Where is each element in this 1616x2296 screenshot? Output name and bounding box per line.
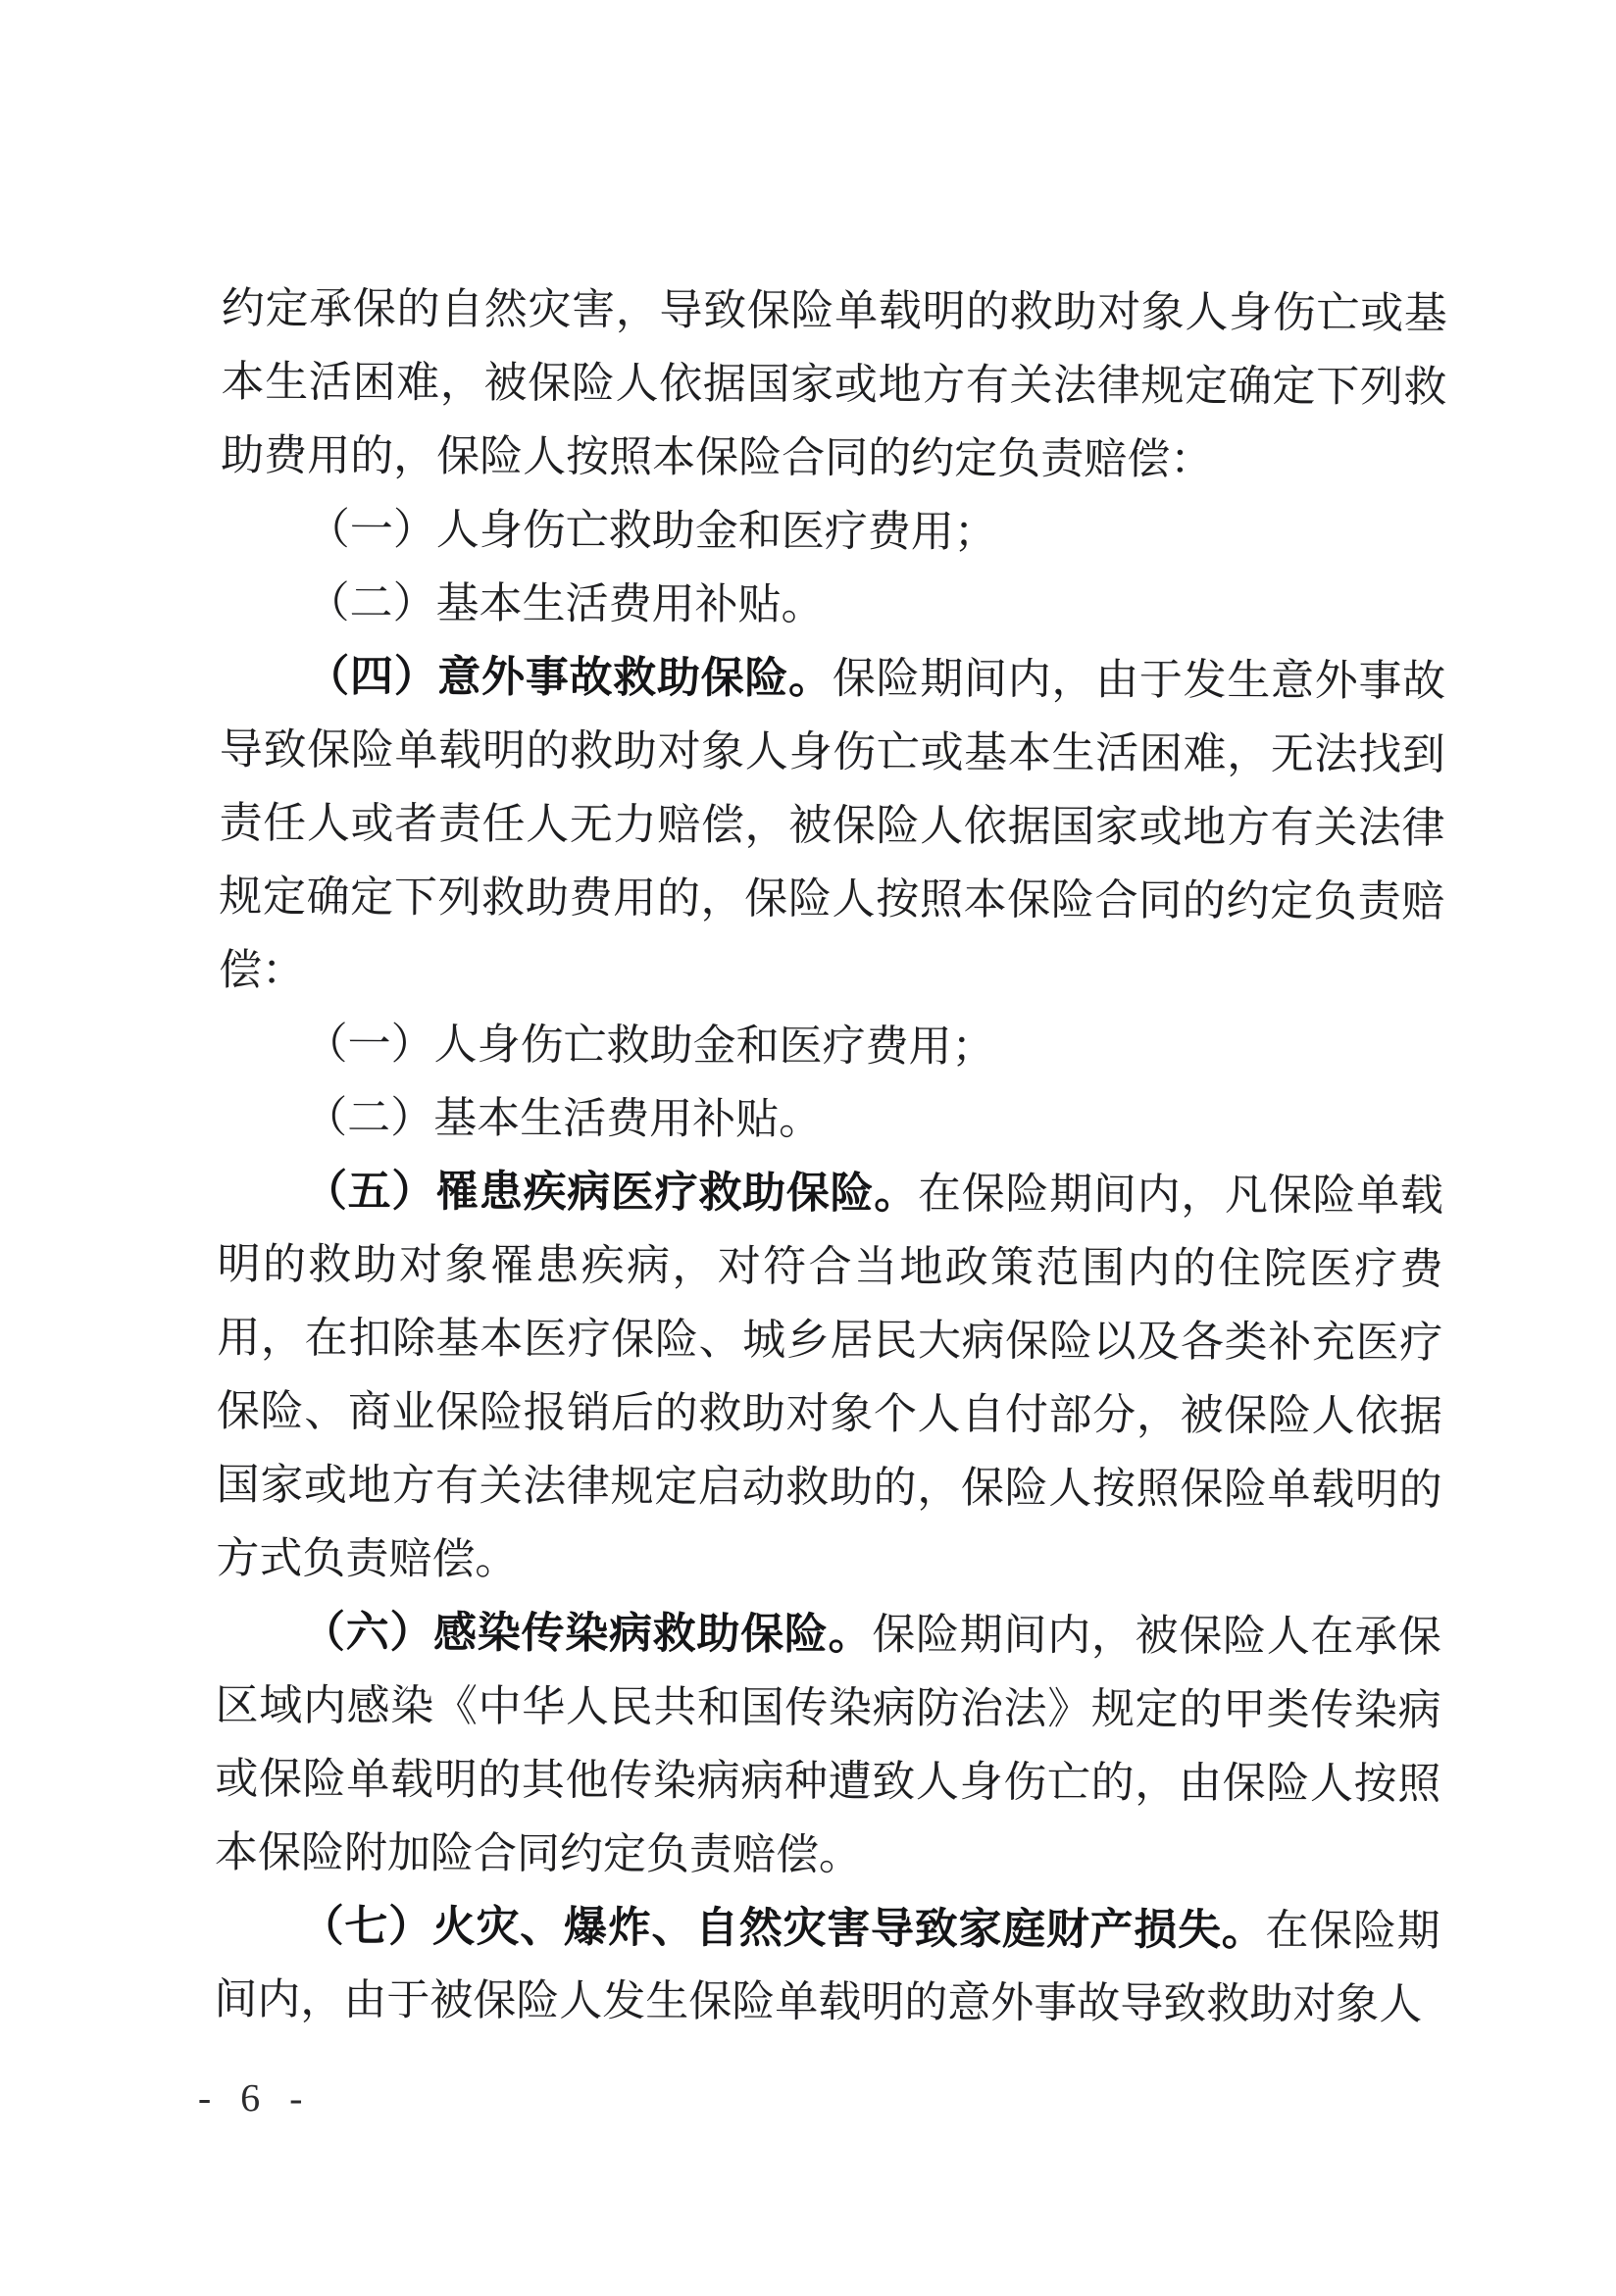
clause-paragraph-accident-rescue [219, 639, 1446, 1012]
list-item-living-subsidy [218, 1080, 1443, 1159]
list-item-text: （一）人身伤亡救助金和医疗费用； [304, 1020, 995, 1072]
clause-title: （五）罹患疾病医疗救助保险。 [303, 1167, 919, 1219]
list-item-injury-benefit [218, 1007, 1443, 1085]
clause-text: 保险期间内，由于发生意外事故导致保险单载明的救助对象人身伤亡或基本生活困难，无法找到责任人或者责任人无力赔偿，被保险人依据国家或地方有关法律规定确定下列救助费用的，保险人按照本保险合同的约定负责赔偿： [218, 654, 1446, 995]
list-item-text: （二）基本生活费用补贴。 [304, 1093, 823, 1144]
clause-title: （四）意外事故救助保险。 [306, 652, 833, 703]
clause-title: （七）火灾、爆炸、自然灾害导致家庭财产损失。 [300, 1902, 1266, 1955]
list-item-text: （二）基本生活费用补贴。 [306, 578, 825, 629]
list-item-living-subsidy [220, 566, 1445, 644]
clause-paragraph-infectious-disease-rescue [215, 1595, 1441, 1894]
clause-text: 保险期间内，被保险人在承保区域内感染《中华人民共和国传染病防治法》规定的甲类传染病或保险单载明的其他传染病病种遭致人身伤亡的，由保险人按照本保险附加险合同约定负责赔偿。 [214, 1610, 1442, 1879]
clause-text: 在保险期间内，凡保险单载明的救助对象罹患疾病，对符合当地政策范围内的住院医疗费用，在扣除基本医疗保险、城乡居民大病保险以及各类补充医疗保险、商业保险报销后的救助对象个人自付部分，被保险人依据国家或地方有关法律规定启动救助的，保险人按照保险单载明的方式负责赔偿。 [216, 1170, 1444, 1584]
clause-text: 在保险期间内，由于被保险人发生保险单载明的意外事故导致救助对象人 [214, 1906, 1440, 2029]
list-item-injury-benefit [221, 492, 1446, 571]
paragraph-continuation [221, 272, 1447, 497]
list-item-text: （一）人身伤亡救助金和医疗费用； [306, 505, 997, 557]
document-body [214, 272, 1447, 2041]
clause-title: （六）感染传染病救助保险。 [301, 1608, 873, 1659]
clause-paragraph-illness-medical-rescue [216, 1154, 1443, 1600]
page-number: - 6 - [197, 2074, 313, 2121]
clause-paragraph-property-loss [214, 1889, 1440, 2041]
paragraph-text: 约定承保的自然灾害，导致保险单载明的救助对象人身伤亡或基本生活困难，被保险人依据国家或地方有关法律规定确定下列救助费用的，保险人按照本保险合同的约定负责赔偿： [221, 283, 1447, 484]
